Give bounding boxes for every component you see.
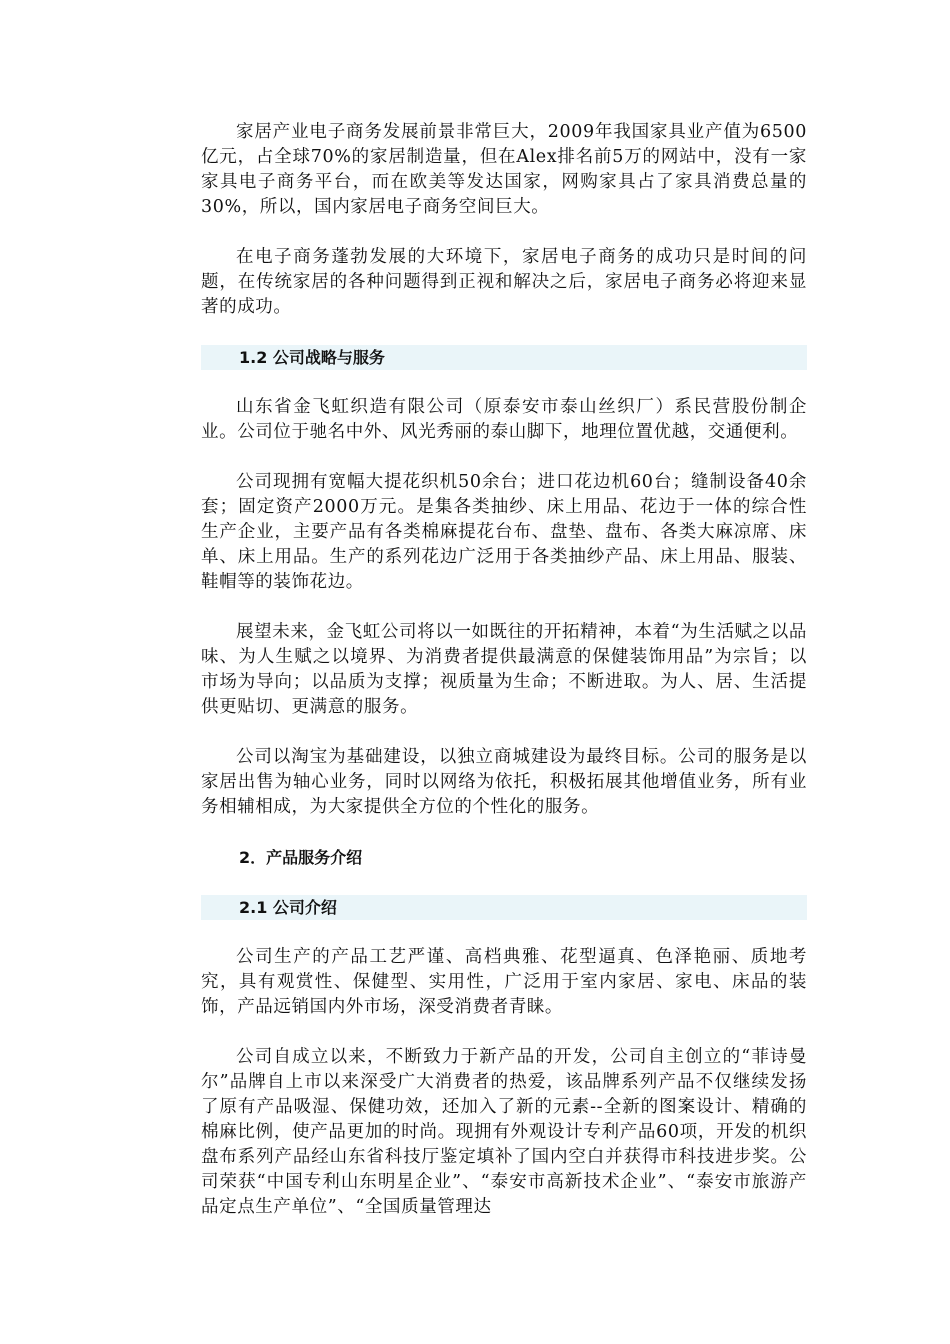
paragraph-gap xyxy=(201,870,807,895)
paragraph-gap xyxy=(201,370,807,395)
paragraph-gap xyxy=(201,820,807,845)
paragraph-product-development: 公司自成立以来，不断致力于新产品的开发，公司自主创立的“菲诗曼尔”品牌自上市以来深受广大消费者的热爱，该品牌系列产品不仅继续发扬了原有产品吸湿、保健功效，还加入了新的元素--全新的图案设计、精确的棉麻比例，使产品更加的时尚。现拥有外观设计专利产品60项，开发的机织盘布系列产品经山东省科技厅鉴定填补了国内空白并获得市科技进步奖。公司荣获“中国专利山东明星企业”、“泰安市高新技术企业”、“泰安市旅游产品定点生产单位”、“全国质量管理达 xyxy=(201,1047,807,1217)
paragraph-ecommerce-success: 在电子商务蓬勃发展的大环境下，家居电子商务的成功只是时间的问题，在传统家居的各种问题得到正视和解决之后，家居电子商务必将迎来显著的成功。 xyxy=(201,247,807,317)
document-page xyxy=(201,120,807,1220)
chapter-heading-products: 2．产品服务介绍 xyxy=(239,848,363,867)
section-heading-company-intro: 2.1 公司介绍 xyxy=(201,895,807,920)
paragraph-company-vision: 展望未来，金飞虹公司将以一如既往的开拓精神，本着“为生活赋之以品味、为人生赋之以境界、为消费者提供最满意的保健装饰用品”为宗旨；以市场为导向；以品质为支撑；视质量为生命；不断进取。为人、居、生活提供更贴切、更满意的服务。 xyxy=(201,622,807,717)
paragraph-company-service: 公司以淘宝为基础建设，以独立商城建设为最终目标。公司的服务是以家居出售为轴心业务，同时以网络为依托，积极拓展其他增值业务，所有业务相辅相成，为大家提供全方位的个性化的服务。 xyxy=(201,747,807,817)
section-heading-strategy: 1.2 公司战略与服务 xyxy=(201,345,807,370)
paragraph-company-location: 山东省金飞虹织造有限公司（原泰安市泰山丝织厂）系民营股份制企业。公司位于驰名中外、风光秀丽的泰山脚下，地理位置优越，交通便利。 xyxy=(201,397,807,442)
paragraph-gap xyxy=(201,595,807,620)
paragraph-product-quality: 公司生产的产品工艺严谨、高档典雅、花型逼真、色泽艳丽、质地考究，具有观赏性、保健型、实用性，广泛用于室内家居、家电、床品的装饰，产品远销国内外市场，深受消费者青睐。 xyxy=(201,947,807,1017)
paragraph-market-outlook: 家居产业电子商务发展前景非常巨大，2009年我国家具业产值为6500亿元，占全球70%的家居制造量，但在Alex排名前5万的网站中，没有一家家具电子商务平台，而在欧美等发达国家，网购家具占了家具消费总量的30%，所以，国内家居电子商务空间巨大。 xyxy=(201,122,807,217)
paragraph-company-assets: 公司现拥有宽幅大提花织机50余台；进口花边机60台；缝制设备40余套；固定资产2000万元。是集各类抽纱、床上用品、花边于一体的综合性生产企业，主要产品有各类棉麻提花台布、盘垫、盘布、各类大麻凉席、床单、床上用品。生产的系列花边广泛用于各类抽纱产品、床上用品、服装、鞋帽等的装饰花边。 xyxy=(201,472,807,592)
paragraph-gap xyxy=(201,720,807,745)
paragraph-gap xyxy=(201,920,807,945)
paragraph-gap xyxy=(201,1020,807,1045)
paragraph-gap xyxy=(201,445,807,470)
paragraph-gap xyxy=(201,320,807,345)
paragraph-gap xyxy=(201,220,807,245)
